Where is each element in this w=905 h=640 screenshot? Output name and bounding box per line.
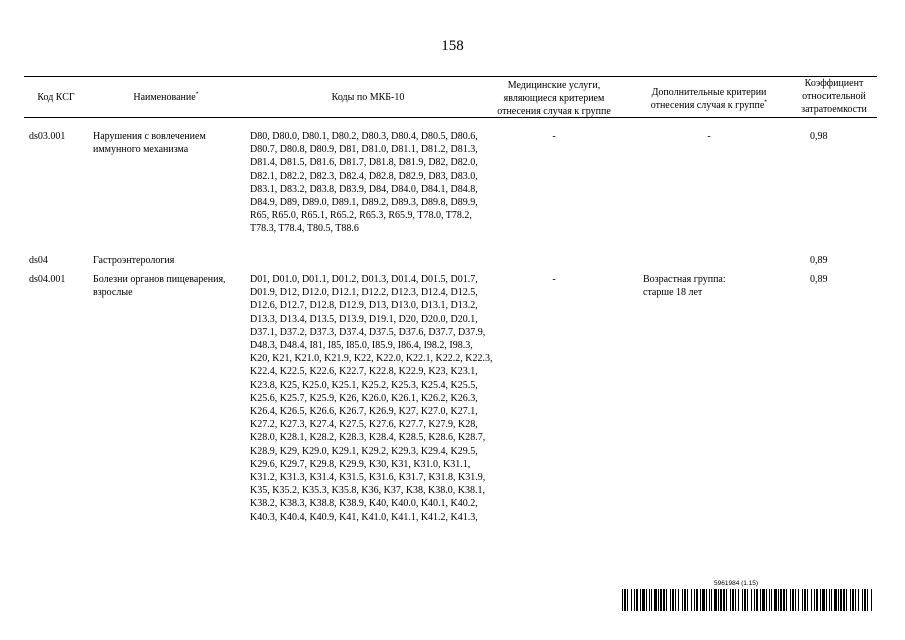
row-code: ds04: [29, 255, 48, 266]
row-name: Гастроэнтерология: [93, 255, 175, 266]
row-criteria: -: [707, 131, 711, 142]
row-coef: 0,89: [810, 274, 828, 285]
header-mkb: Коды по МКБ-10: [331, 92, 405, 103]
header-coef: Коэффициент относительной затратоемкости: [801, 78, 867, 115]
header-name: Наименование*: [133, 91, 199, 103]
row-code: ds03.001: [29, 131, 66, 142]
table-top-rule: [24, 76, 877, 77]
row-coef: 0,89: [810, 255, 828, 266]
row-criteria: Возрастная группа: старше 18 лет: [643, 274, 726, 299]
row-name: Болезни органов пищеварения, взрослые: [93, 274, 226, 299]
row-code: ds04.001: [29, 274, 66, 285]
header-criteria: Дополнительные критерии отнесения случая к группе*: [650, 87, 768, 111]
header-services: Медицинские услуги, являющиеся критерием отнесения случая к группе: [497, 80, 611, 117]
table-header-rule: [24, 117, 877, 118]
header-code: Код КСГ: [37, 92, 75, 103]
row-services: -: [552, 131, 556, 142]
page-number: 158: [441, 38, 464, 54]
row-name: Нарушения с вовлечением иммунного механизма: [93, 131, 206, 156]
row-coef: 0,98: [810, 131, 828, 142]
barcode: [622, 589, 877, 611]
row-mkb-codes: D80, D80.0, D80.1, D80.2, D80.3, D80.4, D80.5, D80.6, D80.7, D80.8, D80.9, D81, D81.0, D81.1, D81.2, D81.3, D81.4, D81.5, D81.6, D81.7, D81.8, D81.9, D82, D82.0, D82.1, D82.2, D82.3, D82.4, D82.8, D82.9, D83, D83.0, D83.1, D83.2, D83.8, D83.9, D84, D84.0, D84.1, D84.8, D84.9, D89, D89.0, D89.1, D89.2, D89.3, D89.8, D89.9, R65, R65.0, R65.1, R65.2, R65.3, R65.9, T78.0, T78.2, T78.3, T78.4, T80.5, T88.6: [250, 131, 478, 235]
barcode-label: 5961984 (1.15): [714, 580, 759, 587]
row-services: -: [552, 274, 556, 285]
row-mkb-codes: D01, D01.0, D01.1, D01.2, D01.3, D01.4, D01.5, D01.7, D01.9, D12, D12.0, D12.1, D12.2, D12.3, D12.4, D12.5, D12.6, D12.7, D12.8, D12.9, D13, D13.0, D13.1, D13.2, D13.3, D13.4, D13.5, D13.9, D19.1, D20, D20.0, D20.1, D37.1, D37.2, D37.3, D37.4, D37.5, D37.6, D37.7, D37.9, D48.3, D48.4, I81, I85, I85.0, I85.9, I86.4, I98.2, I98.3, K20, K21, K21.0, K21.9, K22, K22.0, K22.1, K22.2, K22.3, K22.4, K22.5, K22.6, K22.7, K22.8, K22.9, K23, K23.1, K23.8, K25, K25.0, K25.1, K25.2, K25.3, K25.4, K25.5, K25.6, K25.7, K25.9, K26, K26.0, K26.1, K26.2, K26.3, K26.4, K26.5, K26.6, K26.7, K26.9, K27, K27.0, K27.1, K27.2, K27.3, K27.4, K27.5, K27.6, K27.7, K27.9, K28, K28.0, K28.1, K28.2, K28.3, K28.4, K28.5, K28.6, K28.7, K28.9, K29, K29.0, K29.1, K29.2, K29.3, K29.4, K29.5, K29.6, K29.7, K29.8, K29.9, K30, K31, K31.0, K31.1, K31.2, K31.3, K31.4, K31.5, K31.6, K31.7, K31.8, K31.9, K35, K35.2, K35.3, K35.8, K36, K37, K38, K38.0, K38.1, K38.2, K38.3, K38.8, K38.9, K40, K40.0, K40.1, K40.2, K40.3, K40.4, K40.9, K41, K41.0, K41.1, K41.2, K41.3,: [250, 274, 493, 523]
